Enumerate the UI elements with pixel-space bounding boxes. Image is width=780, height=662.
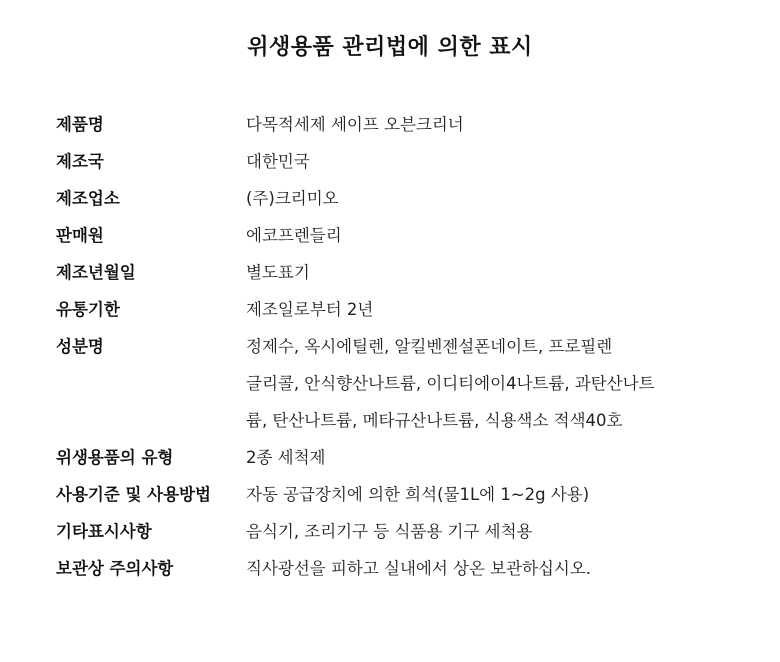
row-product-name bbox=[56, 106, 746, 143]
row-label: 위생용품의 유형 bbox=[56, 448, 174, 467]
row-value bbox=[246, 513, 746, 550]
row-value-line: 직사광선을 피하고 실내에서 상온 보관하십시오. bbox=[246, 559, 592, 578]
row-label: 제조국 bbox=[56, 152, 104, 171]
row-value-line: 륨, 탄산나트륨, 메타규산나트륨, 식용색소 적색40호 bbox=[246, 411, 623, 430]
row-value bbox=[246, 328, 746, 439]
row-usage bbox=[56, 476, 746, 513]
row-value bbox=[246, 106, 746, 143]
row-value bbox=[246, 254, 746, 291]
row-expiry bbox=[56, 291, 746, 328]
row-label: 판매원 bbox=[56, 226, 104, 245]
row-value-line: 대한민국 bbox=[246, 152, 310, 171]
row-manufacturer bbox=[56, 180, 746, 217]
row-value-line: 에코프렌들리 bbox=[246, 226, 342, 245]
row-label: 성분명 bbox=[56, 337, 104, 356]
row-ingredients bbox=[56, 328, 746, 439]
info-table bbox=[56, 106, 746, 587]
row-value-line: 2종 세척제 bbox=[246, 448, 326, 467]
row-value bbox=[246, 143, 746, 180]
row-seller bbox=[56, 217, 746, 254]
row-product-type bbox=[56, 439, 746, 476]
row-value bbox=[246, 180, 746, 217]
row-label: 제조업소 bbox=[56, 189, 120, 208]
row-label: 사용기준 및 사용방법 bbox=[56, 485, 211, 504]
row-value-line: 다목적세제 세이프 오븐크리너 bbox=[246, 115, 464, 134]
row-storage bbox=[56, 550, 746, 587]
row-manufacture-date bbox=[56, 254, 746, 291]
row-label: 제조년월일 bbox=[56, 263, 136, 282]
row-value bbox=[246, 291, 746, 328]
row-value-line: 정제수, 옥시에틸렌, 알킬벤젠설폰네이트, 프로필렌 bbox=[246, 337, 613, 356]
row-value bbox=[246, 217, 746, 254]
row-value-line: 글리콜, 안식향산나트륨, 이디티에이4나트륨, 과탄산나트 bbox=[246, 374, 655, 393]
row-label: 보관상 주의사항 bbox=[56, 559, 174, 578]
row-label: 기타표시사항 bbox=[56, 522, 152, 541]
row-label: 제품명 bbox=[56, 115, 104, 134]
row-value-line: 자동 공급장치에 의한 희석(물1L에 1~2g 사용) bbox=[246, 485, 590, 504]
row-other-notes bbox=[56, 513, 746, 550]
row-value bbox=[246, 439, 746, 476]
row-value-line: 별도표기 bbox=[246, 263, 310, 282]
row-country bbox=[56, 143, 746, 180]
page-title: 위생용품 관리법에 의한 표시 bbox=[247, 35, 533, 60]
row-label: 유통기한 bbox=[56, 300, 120, 319]
row-value-line: 제조일로부터 2년 bbox=[246, 300, 374, 319]
row-value bbox=[246, 476, 746, 513]
row-value-line: 음식기, 조리기구 등 식품용 기구 세척용 bbox=[246, 522, 533, 541]
row-value bbox=[246, 550, 746, 587]
row-value-line: (주)크리미오 bbox=[246, 189, 339, 208]
